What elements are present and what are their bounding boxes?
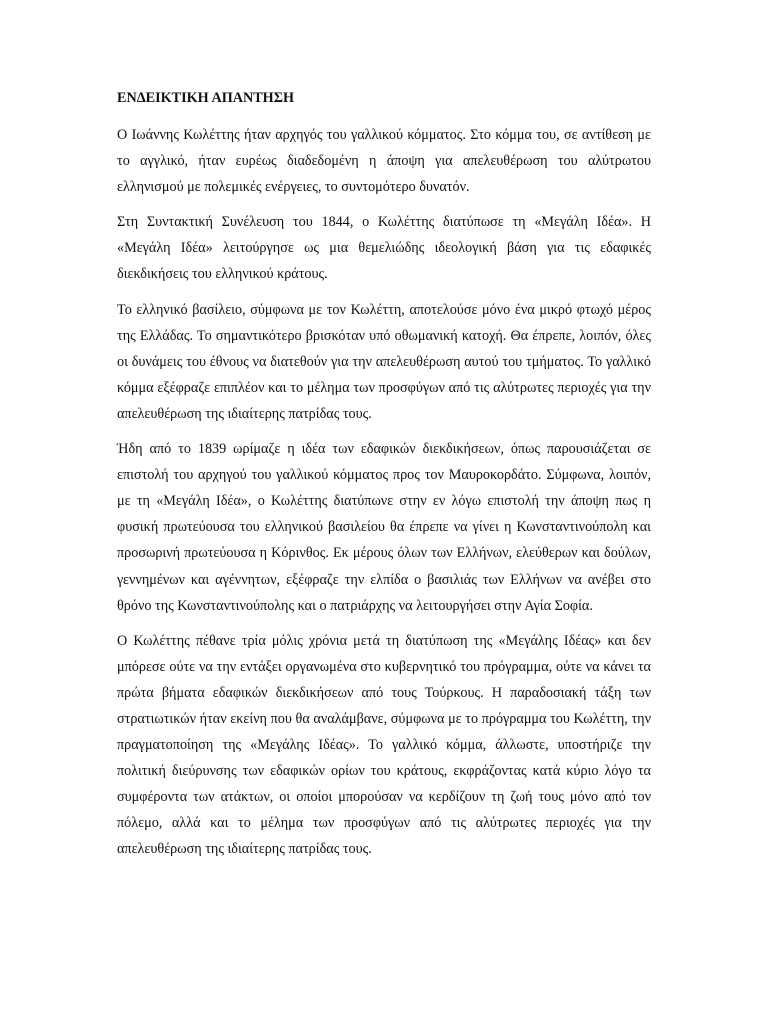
document-title: ΕΝΔΕΙΚΤΙΚΗ ΑΠΑΝΤΗΣΗ [117,90,295,106]
paragraph-1: Ο Ιωάννης Κωλέττης ήταν αρχηγός του γαλλικού κόμματος. Στο κόμμα του, σε αντίθεση με το αγγλικό, ήταν ευρέως διαδεδομένη η άποψη για απελευθέρωση του αλύτρωτου ελληνισμού με πολεμικές ενέργειες, το συντομότερο δυνατόν. [117,127,651,196]
paragraph-2: Στη Συντακτική Συνέλευση του 1844, ο Κωλέττης διατύπωσε τη «Μεγάλη Ιδέα». Η «Μεγάλη Ιδέα» λειτούργησε ως μια θεμελιώδης ιδεολογική βάση για τις εδαφικές διεκδικήσεις του ελληνικού κράτους. [117,214,651,283]
paragraph-5: Ο Κωλέττης πέθανε τρία μόλις χρόνια μετά τη διατύπωση της «Μεγάλης Ιδέας» και δεν μπόρεσε ούτε να την εντάξει οργανωμένα στο κυβερνητικό του πρόγραμμα, ούτε να κάνει τα πρώτα βήματα εδαφικών διεκδικήσεων από τους Τούρκους. Η παραδοσιακή τάξη των στρατιωτικών ήταν εκείνη που θα αναλάμβανε, σύμφωνα με το πρόγραμμα του Κωλέττη, την πραγματοποίηση της «Μεγάλης Ιδέας». Το γαλλικό κόμμα, άλλωστε, υποστήριζε την πολιτική διεύρυνσης των εδαφικών ορίων του κράτους, εκφράζοντας κατά κύριο λόγο τα συμφέροντα των ατάκτων, οι οποίοι μπορούσαν να κερδίζουν τη ζωή τους μόνο από τον πόλεμο, αλλά και το μέλημα των προσφύγων από τις αλύτρωτες περιοχές για την απελευθέρωση της ιδιαίτερης πατρίδας τους. [117,632,651,858]
paragraph-3: Το ελληνικό βασίλειο, σύμφωνα με τον Κωλέττη, αποτελούσε μόνο ένα μικρό φτωχό μέρος της Ελλάδας. Το σημαντικότερο βρισκόταν υπό οθωμανική κατοχή. Θα έπρεπε, λοιπόν, όλες οι δυνάμεις του έθνους να διατεθούν για την απελευθέρωση αυτού του τμήματος. Το γαλλικό κόμμα εξέφραζε επιπλέον και το μέλημα των προσφύγων από τις αλύτρωτες περιοχές για την απελευθέρωση της ιδιαίτερης πατρίδας τους. [117,301,651,422]
paragraph-4: Ήδη από το 1839 ωρίμαζε η ιδέα των εδαφικών διεκδικήσεων, όπως παρουσιάζεται σε επιστολή του αρχηγού του γαλλικού κόμματος προς τον Μαυροκορδάτο. Σύμφωνα, λοιπόν, με τη «Μεγάλη Ιδέα», ο Κωλέττης διατύπωνε στην εν λόγω επιστολή την άποψη πως η φυσική πρωτεύουσα του ελληνικού βασιλείου θα έπρεπε να γίνει η Κωνσταντινούπολη και προσωρινή πρωτεύουσα η Κόρινθος. Εκ μέρους όλων των Ελλήνων, ελεύθερων και δούλων, γεννημένων και αγέννητων, εξέφραζε την ελπίδα ο βασιλιάς των Ελλήνων να ανέβει στο θρόνο της Κωνσταντινούπολης και ο πατριάρχης να λειτουργήσει στην Αγία Σοφία. [117,441,651,614]
